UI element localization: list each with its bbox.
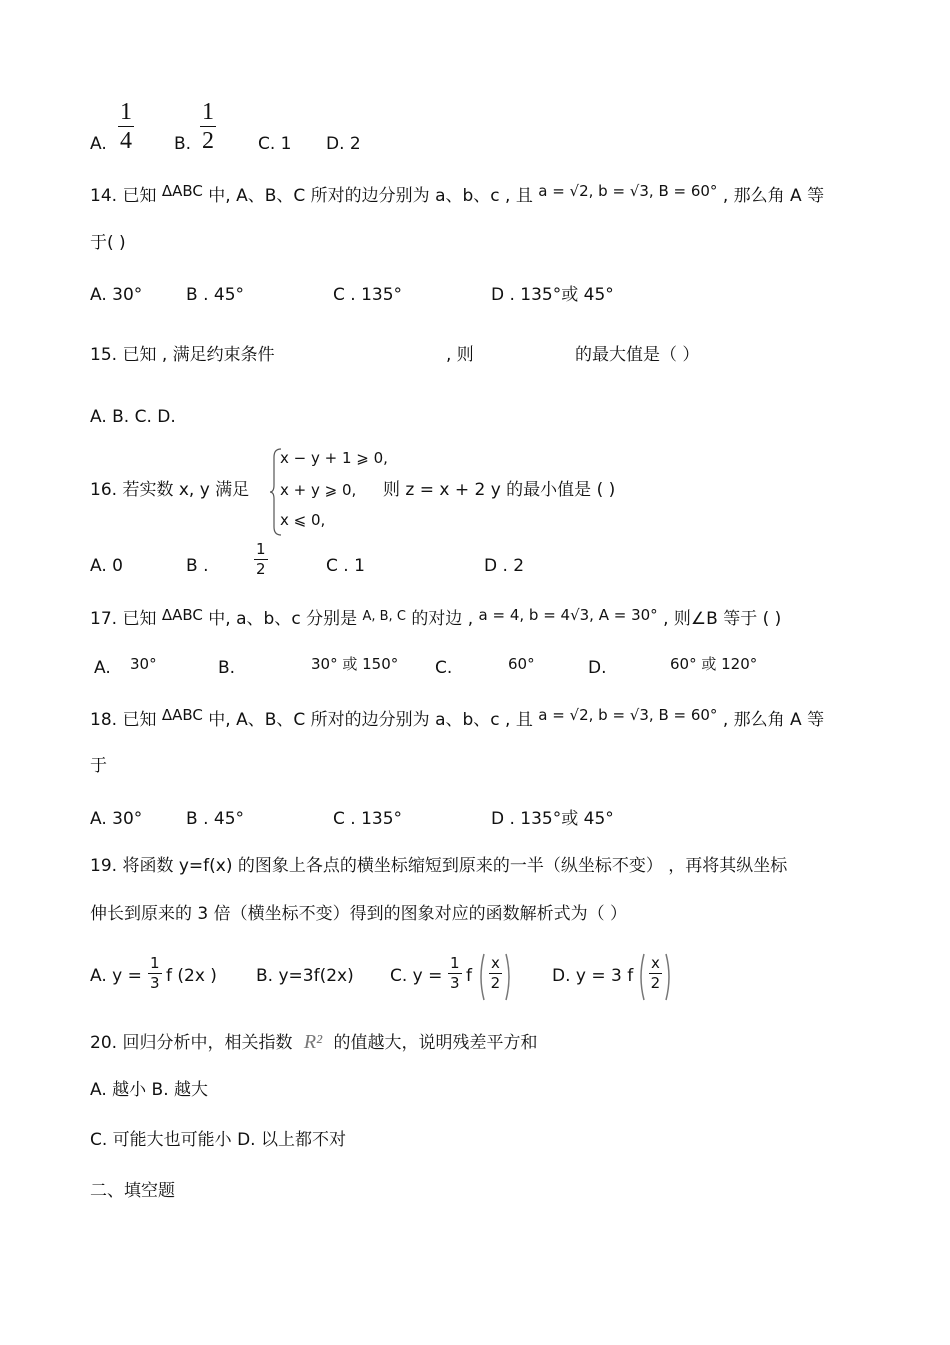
q16-constraint-3: x ⩽ 0, — [280, 511, 326, 529]
q18-option-d: D . 135°或 45° — [491, 809, 614, 829]
q19-options: A. y = $\frac{1}{3}$ f (2x ) B. y=3f(2x) C. y = $\frac{1}{3}$ f $\frac{x}{2}$ D. y = 3 f $\frac{x}{2}$ — [90, 950, 790, 1006]
q16-constraint-1: x − y + 1 ⩾ 0, — [280, 449, 388, 467]
q17-option-a-label: A. — [94, 658, 111, 678]
q18-stem: 18. 已知 ΔABC 中, A、B、C 所对的边分别为 a、b、c , 且 a = √2, b = √3, B = 60° , 那么角 A 等 — [90, 706, 825, 730]
q17-option-c: 60° — [508, 655, 535, 673]
q16-option-d: D . 2 — [484, 556, 525, 576]
q16-option-a: A. 0 — [90, 556, 123, 576]
q19-option-a-tail: f (2x ) — [166, 966, 217, 986]
q19-option-d-x-fraction: $\frac{x}{2}$ — [650, 954, 661, 992]
r-squared-symbol: R² — [303, 1031, 323, 1053]
triangle-symbol: ΔABC — [161, 182, 203, 200]
q17-option-d: 60° 或 120° — [670, 655, 758, 673]
q15-options: A. B. C. D. — [90, 407, 176, 427]
q14-condition: a = √2, b = √3, B = 60° — [538, 182, 718, 200]
section-heading: 二、填空题 — [90, 1181, 175, 1201]
q14-option-d: D . 135°或 45° — [491, 285, 614, 305]
q13-option-a-label: A. — [90, 134, 107, 154]
q14-option-a: A. 30° — [90, 285, 143, 305]
q16-constraint-2: x + y ⩾ 0, — [280, 481, 357, 499]
q19-stem-line2: 伸长到原来的 3 倍（横坐标不变）得到的图象对应的函数解析式为（ ） — [90, 904, 628, 924]
q19-stem-line1: 19. 将函数 y=f(x) 的图象上各点的横坐标缩短到原来的一半（纵坐标不变） ，再将其纵坐标 — [90, 856, 788, 876]
triangle-symbol: ΔABC — [161, 606, 203, 624]
q19-option-a-label: A. y = — [90, 966, 142, 986]
q17-option-d-label: D. — [588, 658, 607, 678]
q20-options-ab: A. 越小 B. 越大 — [90, 1080, 209, 1100]
q19-option-c-fraction: $\frac{1}{3}$ — [450, 954, 460, 992]
q14-stem: 14. 已知 ΔABC 中, A、B、C 所对的边分别为 a、b、c , 且 a = √2, b = √3, B = 60° , 那么角 A 等 — [90, 182, 825, 206]
q18-option-a: A. 30° — [90, 809, 143, 829]
q18-stem-line2: 于 — [90, 756, 107, 776]
triangle-symbol: ΔABC — [161, 706, 203, 724]
q16-option-c: C . 1 — [326, 556, 365, 576]
q13-option-b-label: B. — [174, 134, 192, 154]
q17-stem: 17. 已知 ΔABC 中, a、b、c 分别是 $^{A, B, C}$ 的对边 , a = 4, b = 4√3, A = 30° , 则∠B 等于 ( ) — [90, 606, 782, 629]
q18-option-c: C . 135° — [333, 809, 403, 829]
q19-option-c-label: C. y = — [390, 966, 443, 986]
q20-stem: 20. 回归分析中，相关指数 R² 的值越大，说明残差平方和 — [90, 1031, 538, 1053]
q17-option-a: 30° — [130, 655, 157, 673]
document-page: A. $\frac{1}{4}$ B. $\frac{1}{2}$ C. 1 D. 2 14. 已知 ΔABC 中, A、B、C 所对的边分别为 a、b、c , 且 a = √2, b = √3, B = 60° , 那么角 A 等 于( ) A. 30° B . 45° C . 135° D . 135°或 45° 15. 已知 , 满足约束条件 , 则 的最大值是（ ） A. B. C. D. 16. 若实数 x, y 满足 则 z = x + 2 y 的最小值是 ( ) x − y + 1 ⩾ 0, x + y ⩾ 0, x ⩽ 0, A. 0 B . $\frac{1}{2}$ C . 1 D . 2 17. 已知 ΔABC 中, a、b、c 分别是 $^{A, B, C}$ 的对边 , a = 4, b = 4√3, A = 30° , 则∠B 等于 ( ) A. 30° B. 30° 或 150° C. 60° D. 60° 或 120° 18. 已知 ΔABC 中, A、B、C 所对的边分别为 a、b、c , 且 a = √2, b = √3, B = 60° , 那么角 A 等 于 A. 30° B . 45° C . 135° D . 135°或 45° 19. 将函数 y=f(x) 的图象上各点的横坐标缩短到原来的一半（纵坐标不变） ，再将其纵坐标 伸长到原来的 3 倍（横坐标不变）得到的图象对应的函数解析式为（ ） A. y = $\frac{1}{3}$ f (2x ) B. y=3f(2x) C. y = $\frac{1}{3}$ f $\frac{x}{2}$ D. y = 3 f $\frac{x}{2}$ 20. 回归分析中，相关指数 R² 的值越大，说明残差平方和 A. 越小 B. 越大 C. 可能大也可能小 D. 以上都不对 二、填空题 — [90, 99, 825, 1201]
q13-option-b-fraction: $\frac{1}{2}$ — [202, 99, 214, 154]
q14-stem-line2: 于( ) — [90, 233, 126, 253]
q17-condition: a = 4, b = 4√3, A = 30° — [478, 606, 658, 624]
q16-option-b-fraction: $\frac{1}{2}$ — [256, 540, 266, 578]
q13-option-a-fraction: $\frac{1}{4}$ — [120, 99, 132, 154]
q17-option-b-label: B. — [218, 658, 236, 678]
q20-options-cd: C. 可能大也可能小 D. 以上都不对 — [90, 1130, 346, 1150]
q19-option-b: B. y=3f(2x) — [256, 966, 354, 986]
q14-option-b: B . 45° — [186, 285, 245, 305]
q18-condition: a = √2, b = √3, B = 60° — [538, 706, 718, 724]
q13-option-c: C. 1 — [258, 134, 292, 154]
q17-option-b: 30° 或 150° — [311, 655, 399, 673]
q13-option-d: D. 2 — [326, 134, 361, 154]
q19-option-d-label: D. y = 3 f — [552, 966, 634, 986]
q19-option-c-x-fraction: $\frac{x}{2}$ — [490, 954, 501, 992]
q16-option-b-label: B . — [186, 556, 209, 576]
q17-option-c-label: C. — [435, 658, 453, 678]
q16-constraint-system — [270, 447, 390, 537]
q18-option-b: B . 45° — [186, 809, 245, 829]
q14-option-c: C . 135° — [333, 285, 403, 305]
q19-option-a-fraction: $\frac{1}{3}$ — [150, 954, 160, 992]
